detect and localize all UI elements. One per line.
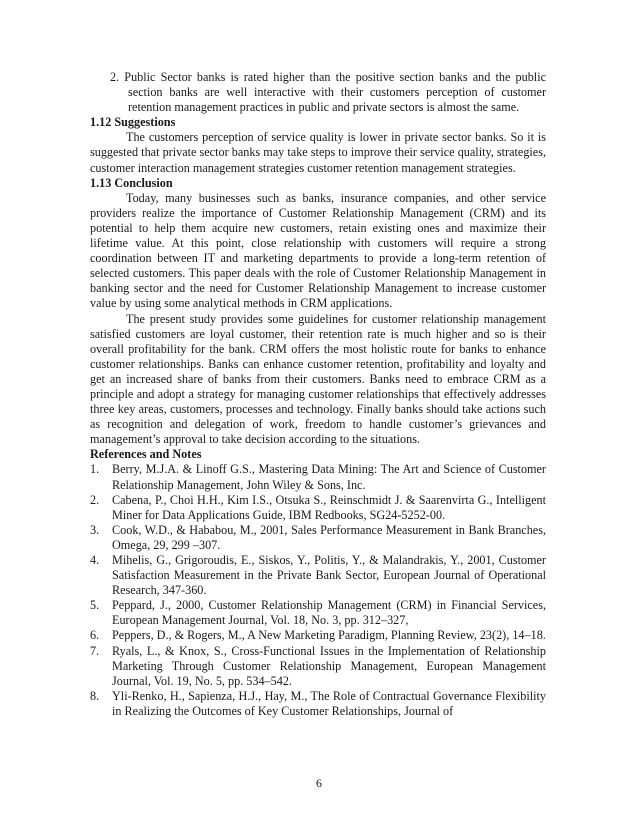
reference-item bbox=[90, 462, 546, 492]
reference-text: Yli-Renko, H., Sapienza, H.J., Hay, M., The Role of Contractual Governance Flexibility in Realizing the Outcomes of Key Customer Relationships, Journal of bbox=[112, 688, 546, 718]
reference-number: 3. bbox=[90, 522, 100, 537]
reference-number: 4. bbox=[90, 553, 100, 567]
reference-number: 5. bbox=[90, 598, 100, 613]
reference-number: 1. bbox=[90, 462, 100, 477]
reference-item bbox=[90, 628, 546, 643]
conclusion-paragraph-1: Today, many businesses such as banks, insurance companies, and other service providers realize the importance of Customer Relationship Management (CRM) and its potential to help them acquire new customers, retain existing ones and maximize their lifetime value. At this point, close relationship with customers will require a strong coordination between IT and marketing departments to provide a long-term retention of selected customers. This paper deals with the role of Customer Relationship Management in banking sector and the need for Customer Relationship Management to increase customer value by using some analytical methods in CRM applications. bbox=[90, 190, 546, 311]
reference-text: Cook, W.D., & Hababou, M., 2001, Sales Performance Measurement in Bank Branches, Omega, 29, 299 –307. bbox=[112, 522, 546, 552]
reference-text: Cabena, P., Choi H.H., Kim I.S., Otsuka S., Reinschmidt J. & Saarenvirta G., Intelligent Miner for Data Applications Guide, IBM Redbooks, SG24-5252-00. bbox=[112, 492, 546, 522]
reference-item bbox=[90, 523, 546, 553]
page-content bbox=[90, 70, 546, 719]
reference-text: Peppard, J., 2000, Customer Relationship Management (CRM) in Financial Services, European Management Journal, Vol. 18, No. 3, pp. 312–327, bbox=[112, 598, 546, 628]
section-heading-references: References and Notes bbox=[90, 447, 202, 462]
reference-number: 8. bbox=[90, 688, 100, 703]
reference-number: 7. bbox=[90, 643, 100, 658]
suggestions-paragraph: The customers perception of service quality is lower in private sector banks. So it is suggested that private sector banks may take steps to improve their service quality, strategies, customer interaction management strategies customer retention management strategies. bbox=[90, 130, 546, 175]
section-heading-conclusion: 1.13 Conclusion bbox=[90, 175, 173, 190]
reference-text: Berry, M.J.A. & Linoff G.S., Mastering Data Mining: The Art and Science of Customer Relationship Management, John Wiley & Sons, Inc. bbox=[112, 462, 546, 492]
page-number: 6 bbox=[316, 776, 322, 790]
reference-item bbox=[90, 598, 546, 628]
findings-list-item-2: 2. Public Sector banks is rated higher than the positive section banks and the public section banks are well interactive with their customers perception of customer retention management practices in public and private sectors is almost the same. bbox=[110, 70, 546, 115]
conclusion-paragraph-2: The present study provides some guidelines for customer relationship management satisfied customers are loyal customer, their retention rate is much higher and so is their overall profitability for the bank. CRM offers the most holistic route for banks to enhance customer relationships. Banks can enhance customer retention, profitability and loyalty and get an increased share of banks from their customers. Banks need to embrace CRM as a principle and adopt a strategy for managing customer relationships that effectively addresses three key areas, customers, processes and technology. Finally banks should take actions such as recognition and delegation of work, freedom to handle customer’s grievances and management’s approval to take decision according to the situations. bbox=[90, 311, 546, 447]
section-heading-suggestions: 1.12 Suggestions bbox=[90, 115, 176, 130]
reference-item bbox=[90, 689, 546, 719]
reference-item bbox=[90, 553, 546, 598]
reference-text: Ryals, L., & Knox, S., Cross-Functional Issues in the Implementation of Relationship Marketing Through Customer Relationship Management, European Management Journal, Vol. 19, No. 5, pp. 534–542. bbox=[112, 643, 546, 688]
reference-item bbox=[90, 644, 546, 689]
reference-item bbox=[90, 493, 546, 523]
reference-number: 6. bbox=[90, 628, 100, 643]
reference-text: Peppers, D., & Rogers, M., A New Marketing Paradigm, Planning Review, 23(2), 14–18. bbox=[112, 628, 546, 643]
references-list bbox=[90, 462, 546, 719]
reference-number: 2. bbox=[90, 492, 100, 507]
reference-text: Mihelis, G., Grigoroudis, E., Siskos, Y., Politis, Y., & Malandrakis, Y., 2001, Customer Satisfaction Measurement in the Private Bank Sector, European Journal of Operational Research, 347-360. bbox=[112, 553, 546, 598]
